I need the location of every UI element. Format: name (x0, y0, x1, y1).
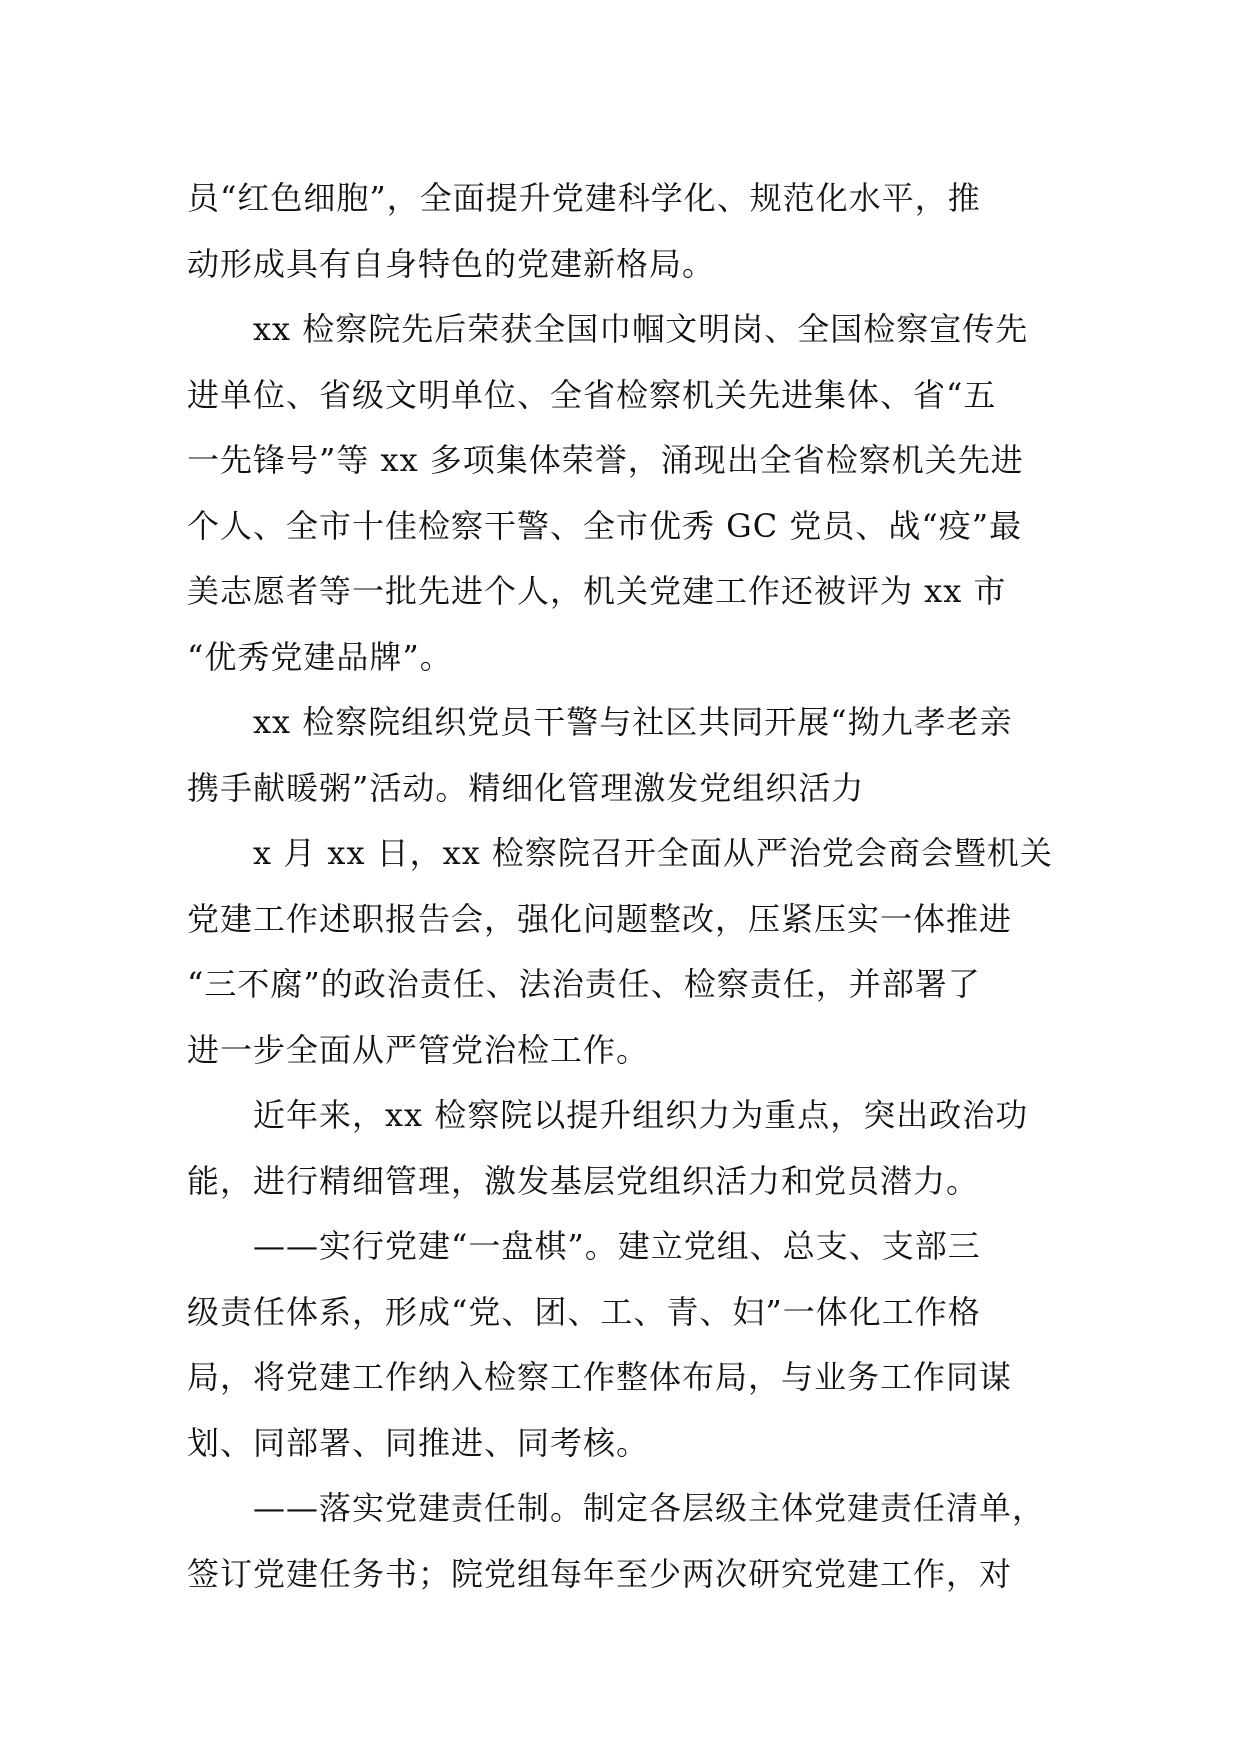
text-line: 进一步全面从严管党治检工作。 (187, 1030, 650, 1069)
text-line: 美志愿者等一批先进个人，机关党建工作还被评为 xx 市 (187, 572, 1007, 610)
document-body (187, 166, 1055, 1607)
text-line: 签订党建任务书；院党组每年至少两次研究党建工作，对 (187, 1554, 1013, 1593)
text-line: 员“红色细胞”，全面提升党建科学化、规范化水平，推 (187, 179, 981, 217)
text-line: 级责任体系，形成“党、团、工、青、妇”一体化工作格 (187, 1292, 981, 1331)
text-line: ——实行党建“一盘棋”。建立党组、总支、支部三 (253, 1227, 981, 1265)
text-line: 党建工作述职报告会，强化问题整改，压紧压实一体推进 (187, 899, 1013, 938)
text-line: “三不腐”的政治责任、法治责任、检察责任，并部署了 (187, 965, 981, 1003)
text-line: 进单位、省级文明单位、全省检察机关先进集体、省“五 (187, 375, 997, 414)
text-line: 能，进行精细管理，激发基层党组织活力和党员潜力。 (187, 1161, 980, 1200)
text-line: xx 检察院先后荣获全国巾帼文明岗、全国检察宣传先 (253, 310, 1029, 348)
paragraph (187, 1476, 1055, 1607)
text-line: 局，将党建工作纳入检察工作整体布局，与业务工作同谋 (187, 1358, 1013, 1396)
paragraph (187, 297, 1055, 690)
text-line: 近年来，xx 检察院以提升组织力为重点，突出政治功 (253, 1096, 1029, 1134)
text-line: 动形成具有自身特色的党建新格局。 (187, 244, 716, 283)
text-line: 携手献暖粥”活动。精细化管理激发党组织活力 (187, 768, 865, 807)
paragraph (187, 690, 1055, 821)
paragraph (187, 1083, 1055, 1214)
text-line: xx 检察院组织党员干警与社区共同开展“拗九孝老亲 (253, 703, 1013, 741)
text-line: ——落实党建责任制。制定各层级主体党建责任清单， (253, 1489, 1046, 1527)
text-line: 个人、全市十佳检察干警、全市优秀 GC 党员、战“疫”最 (187, 506, 1023, 545)
paragraph (187, 166, 1055, 297)
paragraph (187, 821, 1055, 1083)
text-line: “优秀党建品牌”。 (187, 637, 453, 676)
text-line: 一先锋号”等 xx 多项集体荣誉，涌现出全省检察机关先进 (187, 441, 1024, 479)
paragraph (187, 1214, 1055, 1476)
text-line: 划、同部署、同推进、同考核。 (187, 1423, 650, 1462)
text-line: x 月 xx 日，xx 检察院召开全面从严治党会商会暨机关 (253, 834, 1053, 872)
